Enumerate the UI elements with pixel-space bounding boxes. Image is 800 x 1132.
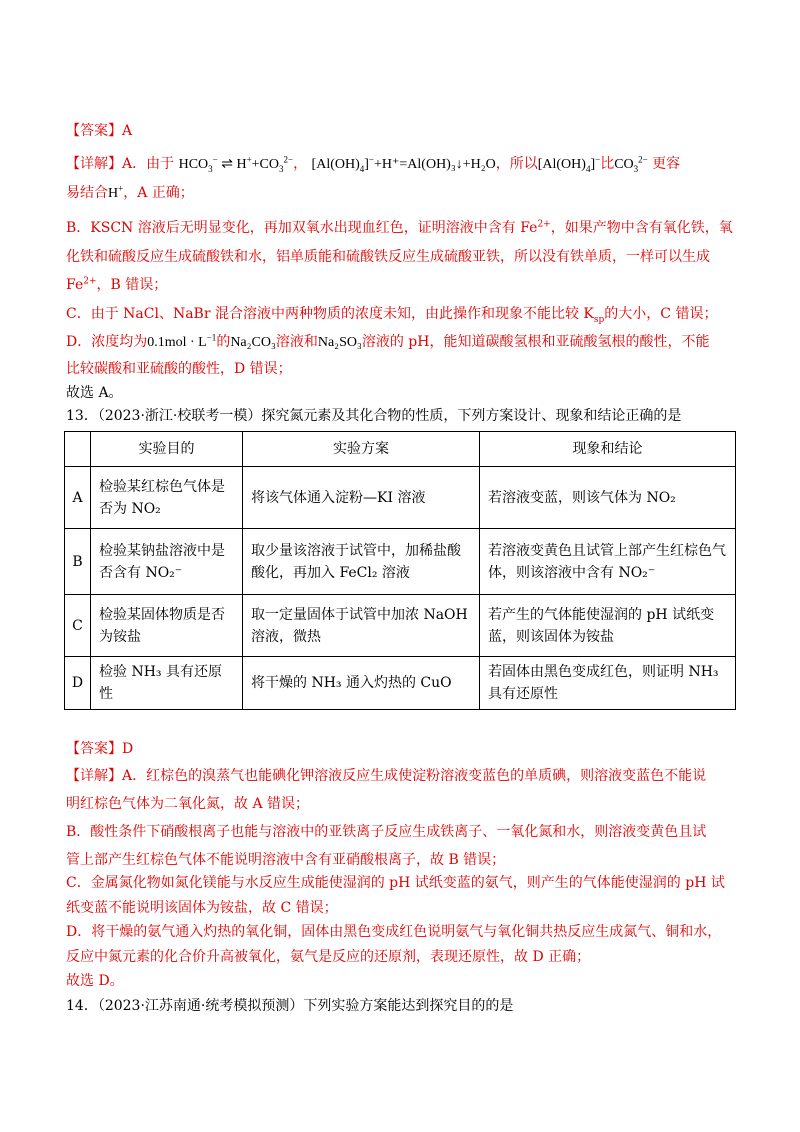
- q13-detail-label: 【详解】: [66, 768, 122, 784]
- row-option: D: [65, 657, 91, 710]
- row-purpose: 检验 NH₃ 具有还原性: [91, 657, 243, 710]
- row-result: 若溶液变黄色且试管上部产生红棕色气体，则该溶液中含有 NO₂⁻: [480, 529, 736, 595]
- q12-detail-a-line1: 【详解】A．由于 $HCO_3^-$ ⇌ $H^++CO_3^{2-}$， $[Al(OH)_4]^-+H^+=Al(OH)_3↓+H_2O$，所以$[Al(OH)_4]^-$比$CO_3^{2-}$ 更容: [66, 154, 681, 174]
- row-purpose: 检验某钠盐溶液中是否含有 NO₂⁻: [91, 529, 243, 595]
- q13-stem: 13．（2023·浙江·校联考一模）探究氮元素及其化合物的性质，下列方案设计、现象和结论正确的是: [66, 408, 682, 424]
- q12-detail-b-line1: B．KSCN 溶液后无明显变化，再加双氧水出现血红色，证明溶液中含有 $Fe^{2+}$，如果产物中含有氧化铁，氧: [66, 219, 733, 236]
- q12-detail-c-line: C．由于 NaCl、NaBr 混合溶液中两种物质的浓度未知，由此操作和现象不能比较 $K_{sp}$的大小，C 错误；: [66, 306, 718, 325]
- row-result: 若产生的气体能使湿润的 pH 试纸变蓝，则该固体为铵盐: [480, 595, 736, 657]
- row-purpose: 检验某固体物质是否为铵盐: [91, 595, 243, 657]
- q12-detail-b-line3: $Fe^{2+}$，B 错误；: [66, 276, 168, 293]
- q12-detail-a-line2: 易结合H+，A 正确；: [66, 183, 194, 201]
- row-method: 取少量该溶液于试管中，加稀盐酸酸化，再加入 FeCl₂ 溶液: [243, 529, 480, 595]
- row-option: B: [65, 529, 91, 595]
- table-row: [65, 467, 736, 529]
- q12-detail-b-line2: 化铁和硫酸反应生成硫酸铁和水，铝单质能和硫酸铁反应生成硫酸亚铁，所以没有铁单质，一样可以生成: [66, 249, 710, 265]
- q12-answer-label: 【答案】A: [66, 123, 133, 139]
- q13-conclusion: 故选 D。: [66, 973, 124, 989]
- q12-conclusion: 故选 A。: [66, 385, 123, 401]
- q12-detail-d-line2: 比较碳酸和亚硫酸的酸性，D 错误；: [66, 361, 292, 377]
- q12-co3-ion: $CO_3^{2-}$: [614, 154, 648, 174]
- row-result: 若固体由黑色变成红色，则证明 NH₃ 具有还原性: [480, 657, 736, 710]
- table-row: [65, 595, 736, 657]
- row-method: 将该气体通入淀粉—KI 溶液: [243, 467, 480, 529]
- q12-hco3-equation: $HCO_3^-$ ⇌ $H^++CO_3^{2-}$: [178, 154, 294, 174]
- q13-detail-a-line1: 【详解】A．红棕色的溴蒸气也能碘化钾溶液反应生成使淀粉溶液变蓝色的单质碘，则溶液变蓝色不能说: [66, 768, 707, 784]
- q13-experiment-table: [64, 431, 736, 710]
- q12-detail-d-line1: D．浓度均为$0.1mol \cdot L^{-1}$的Na₂CO₃溶液和Na₂SO₃溶液的 pH，能知道碳酸氢根和亚硫酸氢根的酸性，不能: [66, 332, 710, 350]
- q14-stem: 14．（2023·江苏南通·统考模拟预测）下列实验方案能达到探究目的的是: [66, 998, 514, 1014]
- table-row: [65, 657, 736, 710]
- q13-detail-d-line2: 反应中氮元素的化合价升高被氧化，氨气是反应的还原剂，表现还原性，故 D 正确；: [66, 949, 591, 965]
- q12-al-complex-2: $[Al(OH)_4]^-$: [537, 154, 601, 174]
- row-method: 将干燥的 NH₃ 通入灼热的 CuO: [243, 657, 480, 710]
- table-header-row: [65, 432, 736, 467]
- q13-detail-d-line1: D．将干燥的氨气通入灼热的氧化铜，固体由黑色变成红色说明氨气与氧化铜共热反应生成氮气、铜和水，: [66, 924, 722, 940]
- q13-detail-c-line1: C．金属氮化物如氮化镁能与水反应生成能使湿润的 pH 试纸变蓝的氨气，则产生的气体能使湿润的 pH 试: [66, 875, 725, 891]
- row-method: 取一定量固体于试管中加浓 NaOH 溶液，微热: [243, 595, 480, 657]
- table-row: [65, 529, 736, 595]
- q13-answer: [66, 737, 734, 761]
- row-option: A: [65, 467, 91, 529]
- q13-detail-a-line2: 明红棕色气体为二氧化氮，故 A 错误；: [66, 796, 310, 812]
- q12-a-prefix: A．由于: [122, 156, 175, 172]
- header-result: 现象和结论: [480, 432, 736, 467]
- row-option: C: [65, 595, 91, 657]
- q13-answer-label: 【答案】D: [66, 741, 134, 757]
- header-method: 实验方案: [243, 432, 480, 467]
- q13-detail-b-line2: 管上部产生红棕色气体不能说明溶液中含有亚硝酸根离子，故 B 错误；: [66, 852, 506, 868]
- header-option: [65, 432, 91, 467]
- q12-answer: [66, 119, 734, 143]
- row-purpose: 检验某红棕色气体是否为 NO₂: [91, 467, 243, 529]
- q12-detail-label: 【详解】: [66, 156, 122, 172]
- q13-detail-b-line1: B．酸性条件下硝酸根离子也能与溶液中的亚铁离子反应生成铁离子、一氧化氮和水，则溶液变黄色且试: [66, 824, 707, 840]
- header-purpose: 实验目的: [91, 432, 243, 467]
- q13-detail-c-line2: 纸变蓝不能说明该固体为铵盐，故 C 错误；: [66, 900, 338, 916]
- row-result: 若溶液变蓝，则该气体为 NO₂: [480, 467, 736, 529]
- q12-al-equation: $[Al(OH)_4]^-+H^+=Al(OH)_3↓+H_2O$: [311, 154, 496, 174]
